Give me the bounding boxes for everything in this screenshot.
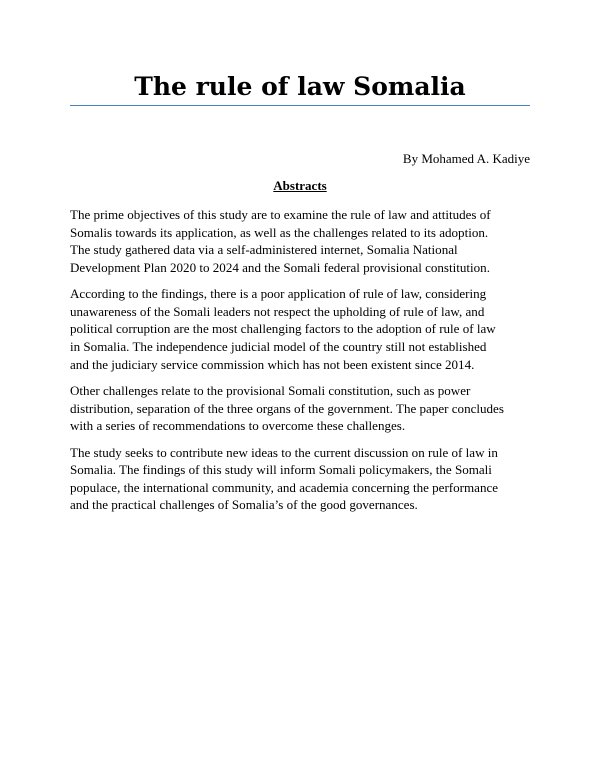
text-line: Development Plan 2020 to 2024 and the Somali federal provisional constitution. [70,259,490,275]
text-line: The study seeks to contribute new ideas to the current discussion on rule of law in [70,444,498,460]
abstract-body [70,206,538,523]
text-line: populace, the international community, and academia concerning the performance [70,479,499,495]
abstract-paragraph-3 [70,382,538,435]
text-line: distribution, separation of the three organs of the government. The paper concludes [70,400,504,416]
title-underline-rule [70,105,530,106]
abstract-heading: Abstracts [273,178,327,193]
text-line: and the practical challenges of Somalia’s of the good governances. [70,497,418,513]
text-line: The prime objectives of this study are to examine the rule of law and attitudes of [70,207,491,222]
abstract-paragraph-2 [70,285,538,373]
text-line: Somalis towards its application, as well as the challenges related to its adoption. [70,224,489,240]
abstract-paragraph-1 [70,206,538,276]
text-line: unawareness of the Somali leaders not respect the upholding of rule of law, and [70,303,485,319]
text-line: Other challenges relate to the provisional Somali constitution, such as power [70,382,471,398]
abstract-paragraph-4 [70,444,538,514]
text-line: political corruption are the most challenging factors to the adoption of rule of law [70,321,496,337]
text-line: and the judiciary service commission which has not been existent since 2014. [70,356,475,372]
author-byline: By Mohamed A. Kadiye [402,151,530,166]
text-line: The study gathered data via a self-administered internet, Somalia National [70,242,458,258]
text-line: According to the findings, there is a poor application of rule of law, considering [70,286,487,302]
page-title: The rule of law Somalia [134,72,466,101]
text-line: Somalia. The findings of this study will inform Somali policymakers, the Somali [70,462,492,478]
text-line: in Somalia. The independence judicial model of the country still not established [70,338,487,354]
text-line: with a series of recommendations to overcome these challenges. [70,418,406,434]
